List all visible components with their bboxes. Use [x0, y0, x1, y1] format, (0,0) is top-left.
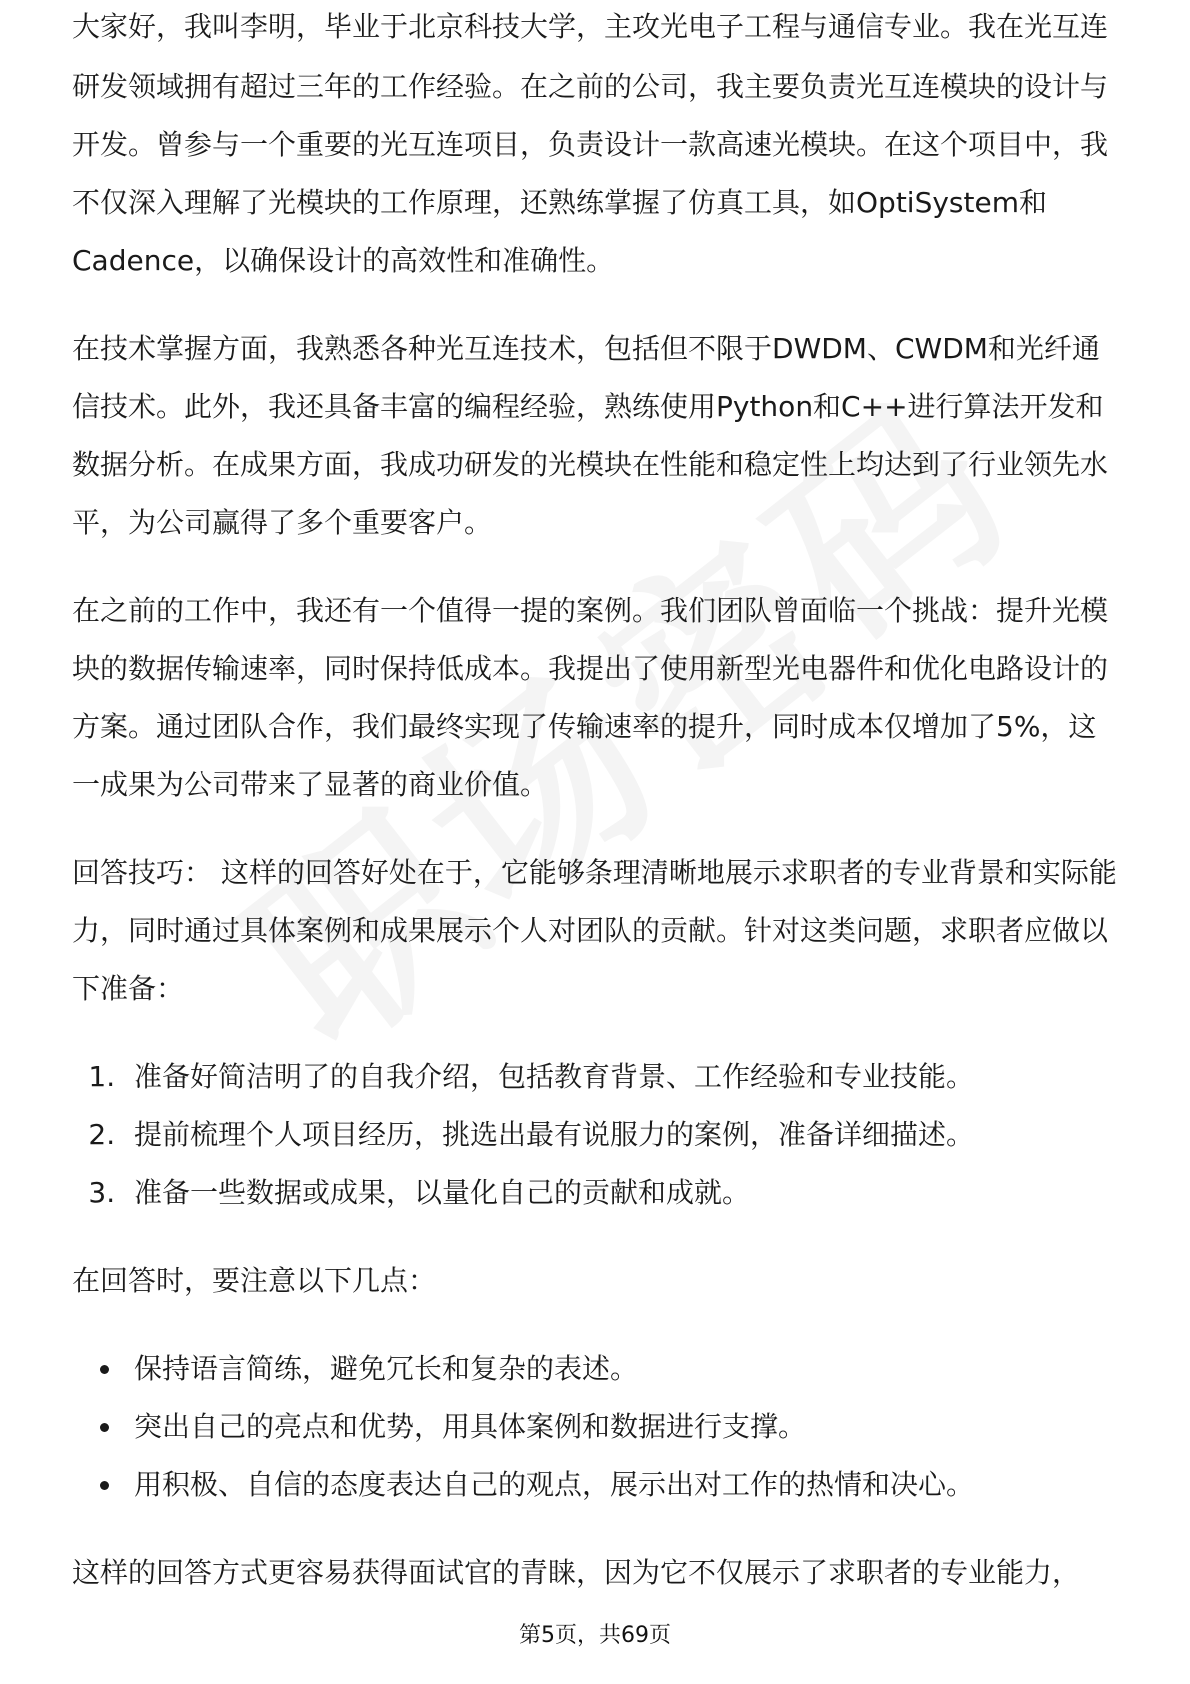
closing-line: 这样的回答方式更容易获得面试官的青睐，因为它不仅展示了求职者的专业能力， — [72, 1556, 1081, 1589]
paragraph-experience: 研发领域拥有超过三年的工作经验。在之前的公司，我主要负责光互连模块的设计与开发。曾参与一个重要的光互连项目，负责设计一款高速光模块。在这个项目中，我不仅深入理解了光模块的工作原理，还熟练掌握了仿真工具，如OptiSystem和Cadence，以确保设计的高效性和准确性。 — [72, 70, 1109, 277]
page-number: 第5页，共69页 — [519, 1623, 671, 1648]
partial-top-line-text: 大家好，我叫李明，毕业于北京科技大学，主攻光电子工程与通信专业。我在光互连 — [72, 10, 1109, 43]
list-item: 1. 准备好简洁明了的自我介绍，包括教育背景、工作经验和专业技能。 — [124, 1048, 1122, 1106]
paragraph-skills: 在技术掌握方面，我熟悉各种光互连技术，包括但不限于DWDM、CWDM和光纤通信技术。此外，我还具备丰富的编程经验，熟练使用Python和C++进行算法开发和数据分析。在成果方面，我成功研发的光模块在性能和稳定性上均达到了行业领先水平，为公司赢得了多个重要客户。 — [72, 332, 1109, 539]
document-body — [72, 10, 1122, 1632]
paragraph-case: 在之前的工作中，我还有一个值得一提的案例。我们团队曾面临一个挑战：提升光模块的数据传输速率，同时保持低成本。我提出了使用新型光电器件和优化电路设计的方案。通过团队合作，我们最终实现了传输速率的提升，同时成本仅增加了5%，这一成果为公司带来了显著的商业价值。 — [72, 594, 1109, 801]
attention-list — [72, 1340, 1122, 1514]
preparation-list — [72, 1048, 1122, 1222]
list-item: • 突出自己的亮点和优势，用具体案例和数据进行支撑。 — [124, 1398, 1122, 1456]
list-item: 3. 准备一些数据或成果，以量化自己的贡献和成就。 — [124, 1164, 1122, 1222]
partial-top-line — [72, 10, 1122, 58]
list-item: 2. 提前梳理个人项目经历，挑选出最有说服力的案例，准备详细描述。 — [124, 1106, 1122, 1164]
list-item: • 保持语言简练，避免冗长和复杂的表述。 — [124, 1340, 1122, 1398]
attention-intro: 在回答时，要注意以下几点： — [72, 1264, 437, 1297]
paragraph-tips: 回答技巧： 这样的回答好处在于，它能够条理清晰地展示求职者的专业背景和实际能力，同时通过具体案例和成果展示个人对团队的贡献。针对这类问题，求职者应做以下准备： — [72, 856, 1117, 1005]
list-item: • 用积极、自信的态度表达自己的观点，展示出对工作的热情和决心。 — [124, 1456, 1122, 1514]
